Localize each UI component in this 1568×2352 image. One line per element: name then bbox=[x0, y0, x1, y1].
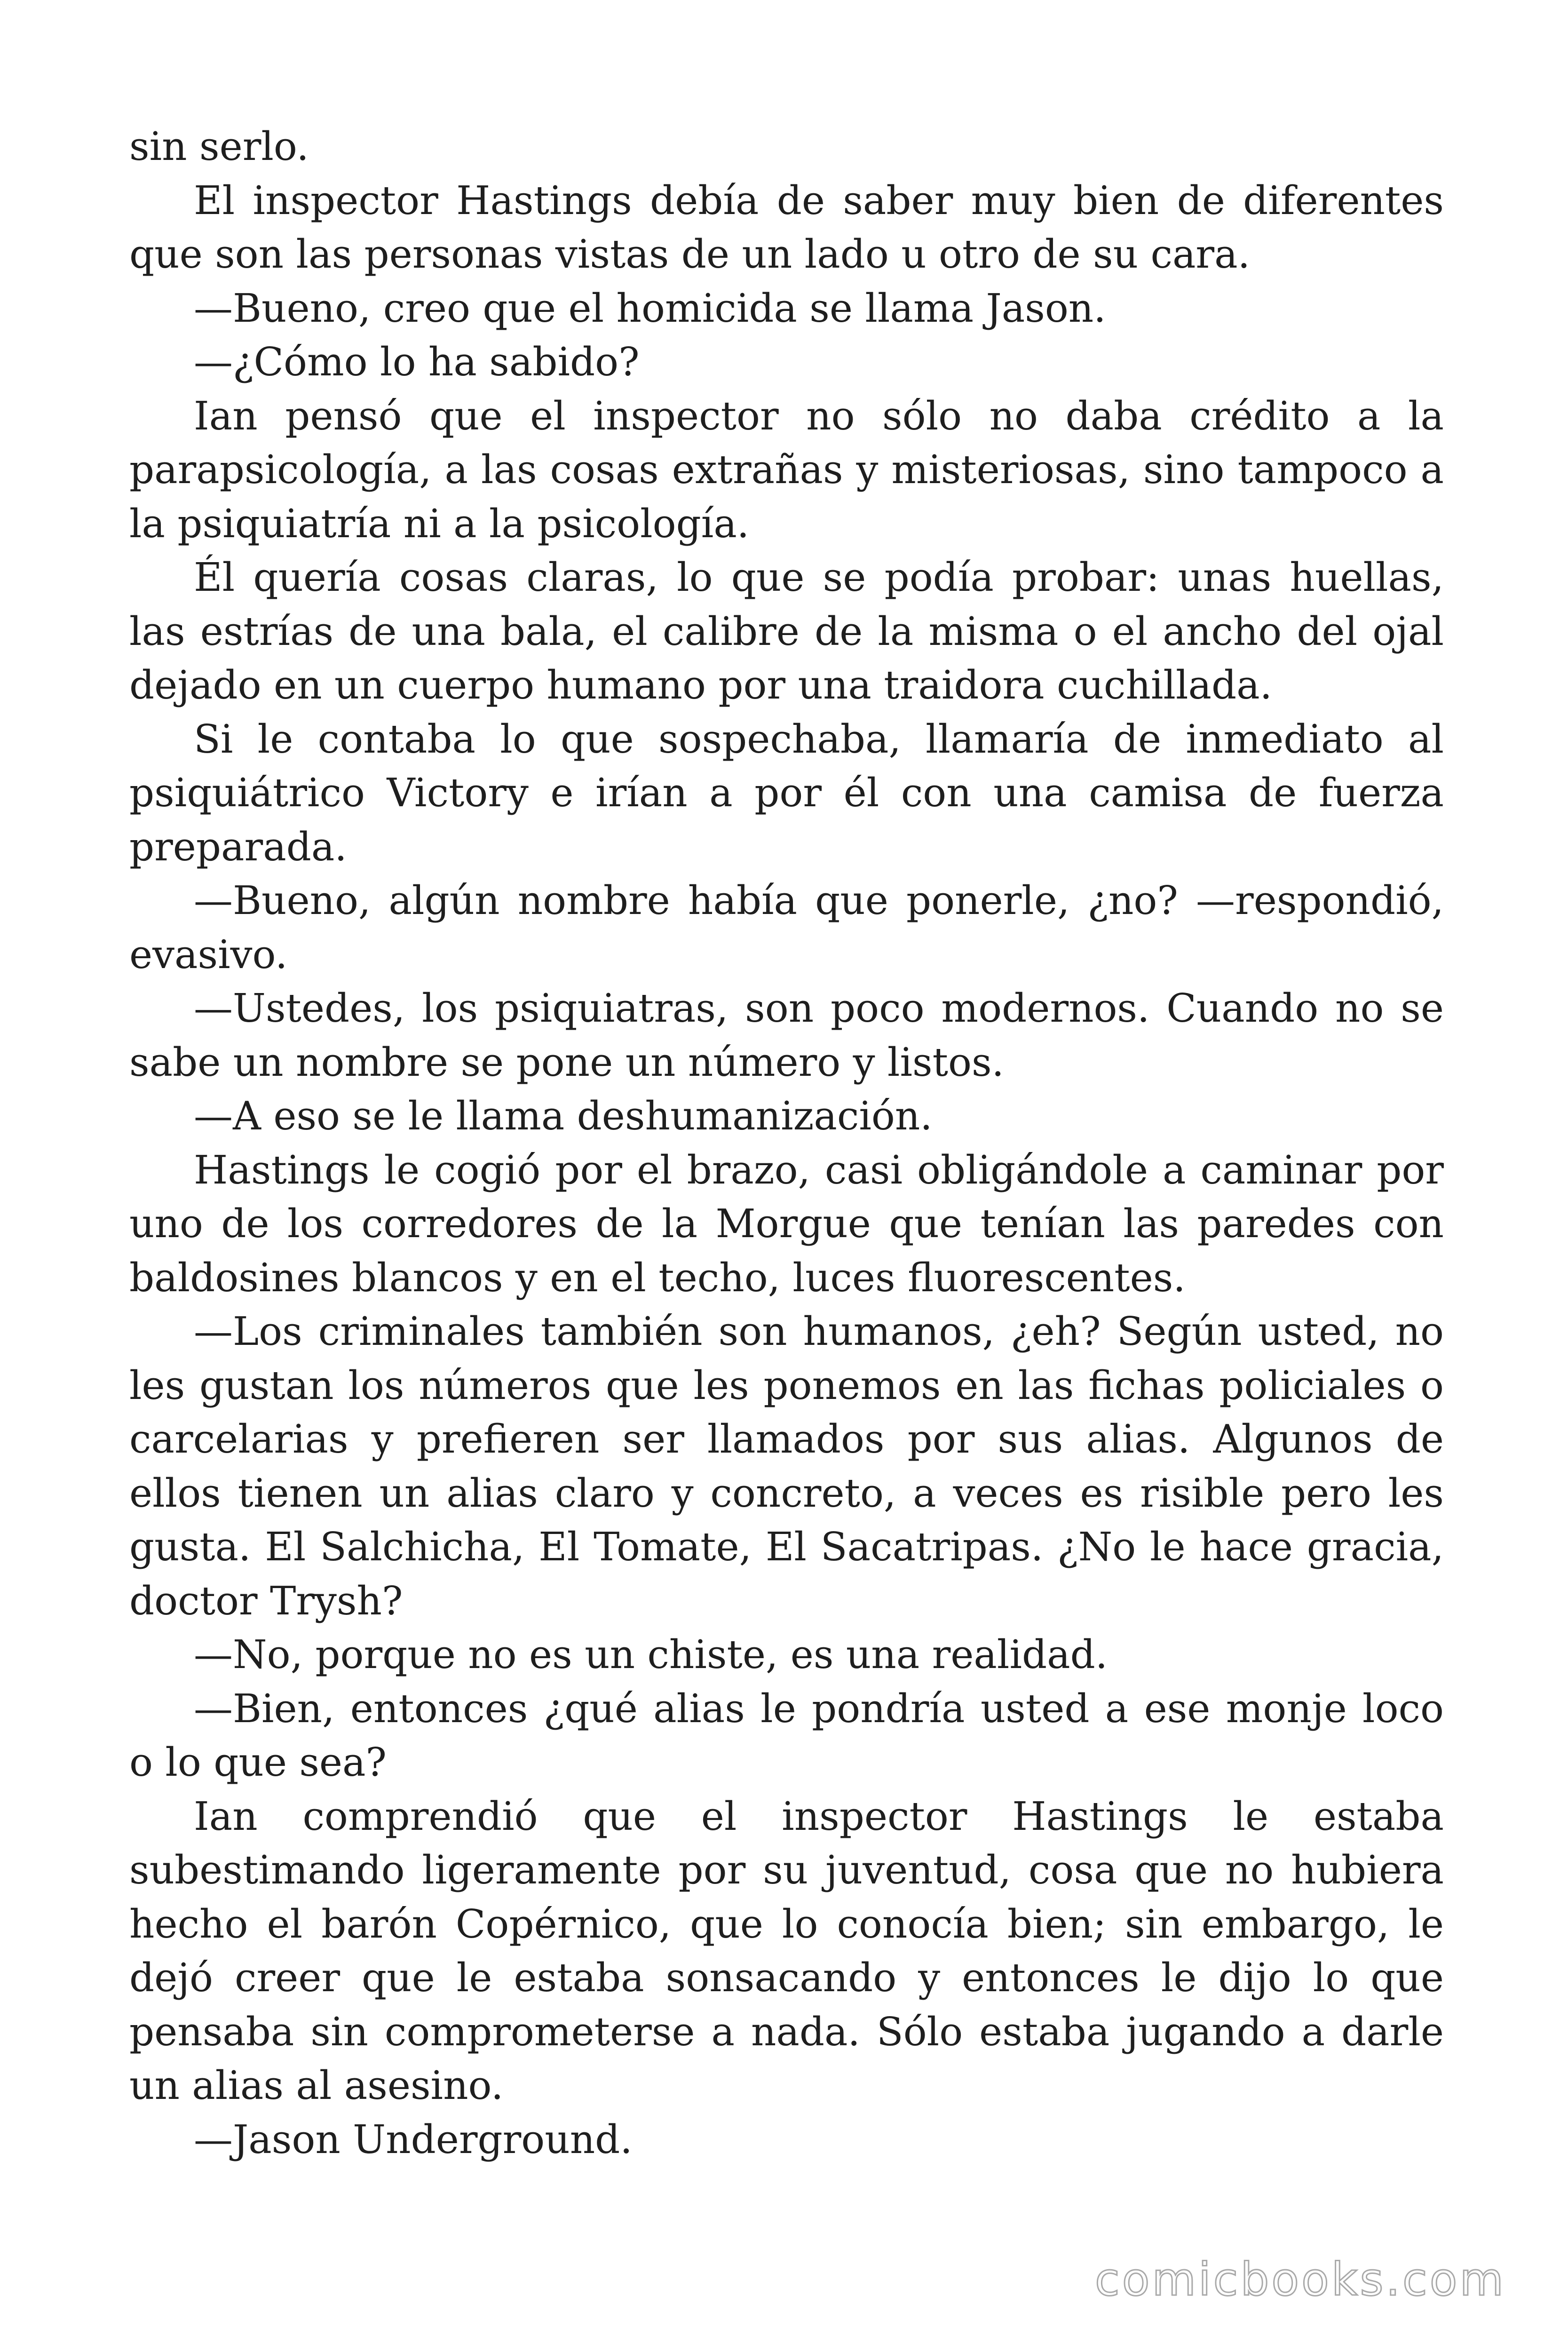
paragraph: —No, porque no es un chiste, es una realidad. bbox=[194, 1632, 1108, 1677]
paragraph: Hastings le cogió por el brazo, casi obligándole a caminar por uno de los corredores de la Morgue que tenían las paredes con baldosines blancos y en el techo, luces fluorescentes. bbox=[129, 1147, 1444, 1301]
paragraph: —A eso se le llama deshumanización. bbox=[194, 1093, 933, 1139]
paragraph: —Los criminales también son humanos, ¿eh? Según usted, no les gustan los números que les ponemos en las fichas policiales o carcelarias y prefieren ser llamados por sus alias. Algunos de ellos tienen un alias claro y concreto, a veces es risible pero les gusta. El Salchicha, El Tomate, El Sacatripas. ¿No le hace gracia, doctor Trysh? bbox=[129, 1309, 1444, 1624]
paragraph: El inspector Hastings debía de saber muy bien de diferentes que son las personas vistas de un lado u otro de su cara. bbox=[129, 177, 1444, 277]
paragraph: Si le contaba lo que sospechaba, llamaría de inmediato al psiquiátrico Victory e irían a por él con una camisa de fuerza preparada. bbox=[129, 716, 1444, 870]
paragraph: —Bueno, creo que el homicida se llama Jason. bbox=[194, 285, 1106, 331]
book-page-text bbox=[129, 120, 1444, 2167]
watermark: comicbooks.com bbox=[1094, 2253, 1506, 2306]
paragraph: —Jason Underground. bbox=[194, 2116, 633, 2162]
paragraph: Él quería cosas claras, lo que se podía probar: unas huellas, las estrías de una bala, el calibre de la misma o el ancho del ojal dejado en un cuerpo humano por una traidora cuchillada. bbox=[129, 555, 1444, 708]
paragraph: —¿Cómo lo ha sabido? bbox=[194, 339, 640, 385]
paragraph: Ian comprendió que el inspector Hastings le estaba subestimando ligeramente por su juventud, cosa que no hubiera hecho el barón Copérnico, que lo conocía bien; sin embargo, le dejó creer que le estaba sonsacando y entonces le dijo lo que pensaba sin comprometerse a nada. Sólo estaba jugando a darle un alias al asesino. bbox=[129, 1793, 1444, 2108]
paragraph: —Bien, entonces ¿qué alias le pondría usted a ese monje loco o lo que sea? bbox=[129, 1685, 1444, 1785]
paragraph: Ian pensó que el inspector no sólo no daba crédito a la parapsicología, a las cosas extrañas y misteriosas, sino tampoco a la psiquiatría ni a la psicología. bbox=[129, 393, 1444, 547]
paragraph: —Bueno, algún nombre había que ponerle, ¿no? —respondió, evasivo. bbox=[129, 878, 1444, 977]
paragraph: sin serlo. bbox=[129, 124, 309, 169]
paragraph: —Ustedes, los psiquiatras, son poco modernos. Cuando no se sabe un nombre se pone un número y listos. bbox=[129, 985, 1444, 1085]
